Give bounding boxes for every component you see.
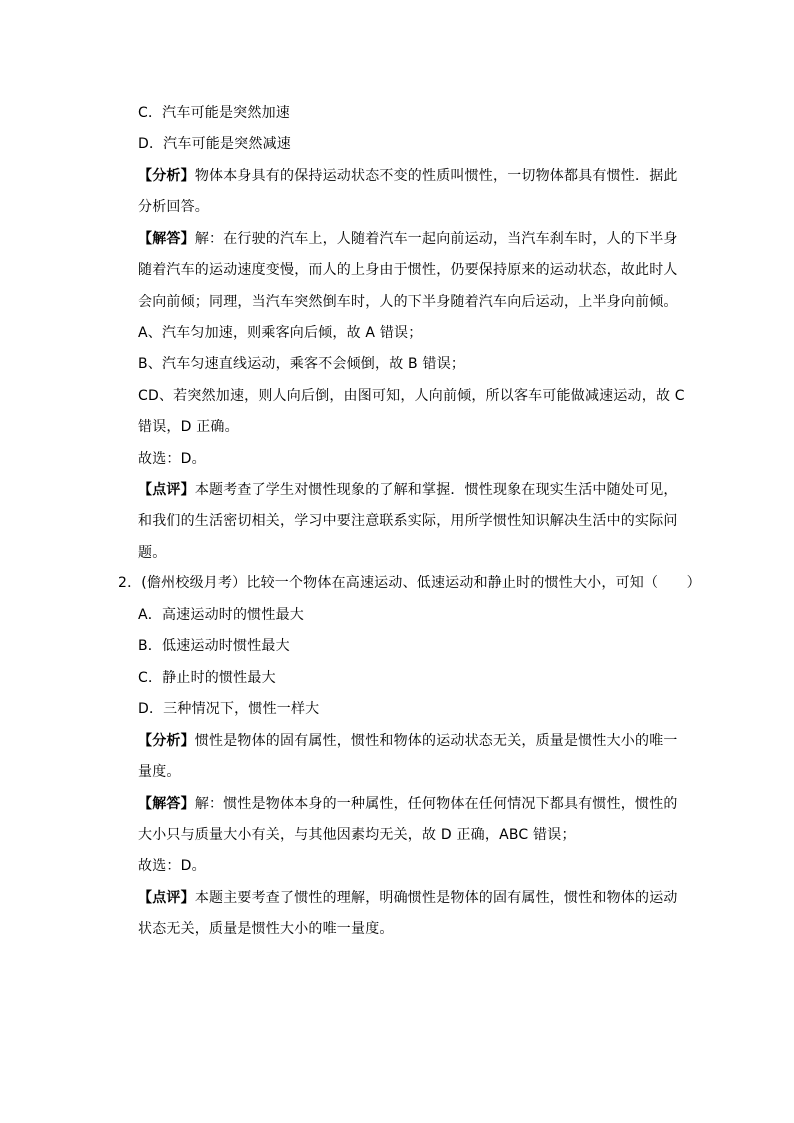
answer-tag: 【解答】 (138, 796, 195, 812)
q1-comment-line-1 (138, 482, 678, 498)
q1-answer-line-1 (138, 231, 678, 247)
q2-comment-line-1 (138, 890, 678, 906)
q1-comment-line-2: 和我们的生活密切相关，学习中要注意联系实际，用所学惯性知识解决生活中的实际问 (138, 513, 678, 529)
comment-text: 本题主要考查了惯性的理解，明确惯性是物体的固有属性，惯性和物体的运动 (194, 890, 678, 906)
q2-answer-line-2: 大小只与质量大小有关，与其他因素均无关，故 D 正确，ABC 错误； (138, 827, 576, 843)
q1-comment-line-3: 题。 (138, 545, 167, 561)
q1-answer-line-8: 故选：D。 (138, 451, 206, 467)
q1-answer-line-6: CD、若突然加速，则人向后倒，由图可知，人向前倾，所以客车可能做减速运动，故 C (138, 388, 685, 404)
q2-option-a: A．高速运动时的惯性最大 (138, 607, 304, 623)
comment-tag: 【点评】 (138, 482, 195, 498)
q2-stem: 2．(儋州校级月考）比较一个物体在高速运动、低速运动和静止时的惯性大小，可知（ ） (118, 575, 701, 591)
q1-analysis-line-1 (138, 168, 678, 184)
answer-text: 解：在行驶的汽车上，人随着汽车一起向前运动，当汽车刹车时，人的下半身 (194, 231, 678, 247)
analysis-text: 物体本身具有的保持运动状态不变的性质叫惯性，一切物体都具有惯性．据此 (194, 168, 678, 184)
q2-option-b: B．低速运动时惯性最大 (138, 638, 290, 654)
q1-answer-line-4: A、汽车匀加速，则乘客向后倾，故 A 错误； (138, 325, 423, 341)
answer-text: 解：惯性是物体本身的一种属性，任何物体在任何情况下都具有惯性，惯性的 (194, 796, 678, 812)
q1-analysis-line-2: 分析回答。 (138, 199, 209, 215)
comment-text: 本题考查了学生对惯性现象的了解和掌握．惯性现象在现实生活中随处可见， (194, 482, 678, 498)
q2-option-c: C．静止时的惯性最大 (138, 670, 276, 686)
q1-answer-line-2: 随着汽车的运动速度变慢，而人的上身由于惯性，仍要保持原来的运动状态，故此时人 (138, 262, 678, 278)
q2-analysis-line-1 (138, 733, 678, 749)
q1-answer-line-3: 会向前倾；同理，当汽车突然倒车时，人的下半身随着汽车向后运动，上半身向前倾。 (138, 294, 678, 310)
answer-tag: 【解答】 (138, 231, 195, 247)
q2-comment-line-2: 状态无关，质量是惯性大小的唯一量度。 (138, 921, 394, 937)
q1-answer-line-7: 错误，D 正确。 (138, 419, 239, 435)
q2-option-d: D．三种情况下，惯性一样大 (138, 701, 320, 717)
q2-answer-line-3: 故选：D。 (138, 858, 206, 874)
q1-answer-line-5: B、汽车匀速直线运动，乘客不会倾倒，故 B 错误； (138, 356, 466, 372)
analysis-text: 惯性是物体的固有属性，惯性和物体的运动状态无关，质量是惯性大小的唯一 (194, 733, 678, 749)
q2-answer-line-1 (138, 796, 678, 812)
q1-option-d: D．汽车可能是突然减速 (138, 136, 291, 152)
analysis-tag: 【分析】 (138, 733, 195, 749)
q2-analysis-line-2: 量度。 (138, 764, 181, 780)
comment-tag: 【点评】 (138, 890, 195, 906)
analysis-tag: 【分析】 (138, 168, 195, 184)
q1-option-c: C．汽车可能是突然加速 (138, 105, 290, 121)
